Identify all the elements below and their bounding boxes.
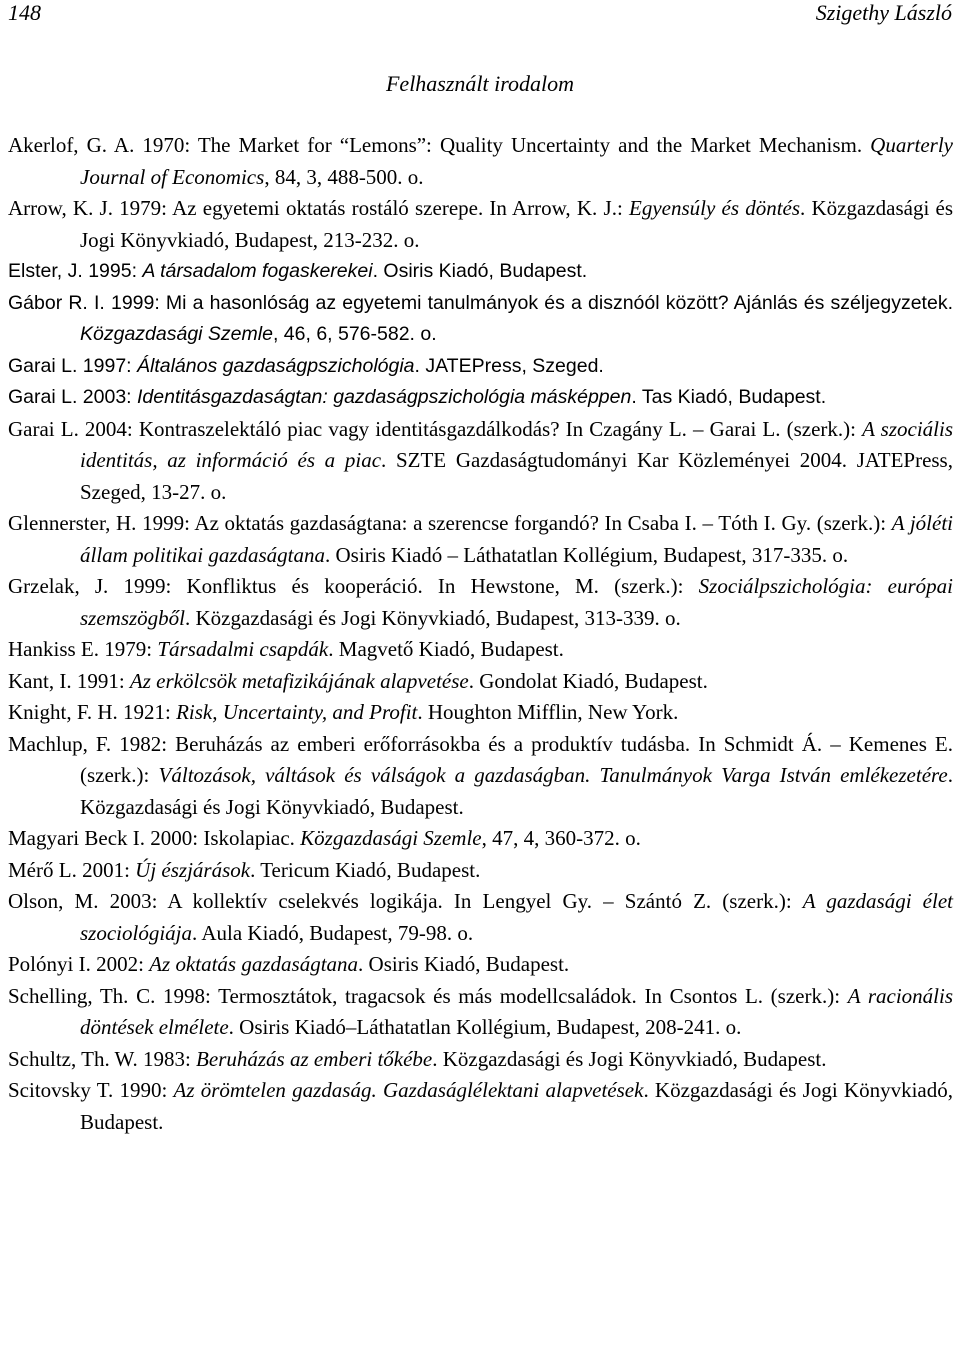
reference-text: Magyari Beck I. 2000: Iskolapiac. xyxy=(8,826,301,850)
reference-text: Olson, M. 2003: A kollektív cselekvés logikája. In Lengyel Gy. – Szántó Z. (szerk.): xyxy=(8,889,803,913)
reference-title: A jóléti állam politikai gazdaságtana xyxy=(80,511,954,567)
reference-text: . Magvető Kiadó, Budapest. xyxy=(328,637,564,661)
reference-title: Az örömtelen gazdaság. Gazdaságlélektani alapvetések xyxy=(173,1078,644,1102)
reference-entry xyxy=(8,288,953,351)
reference-title: Az oktatás gazdaságtana xyxy=(149,952,359,976)
reference-title: A szociális identitás, az információ és a piac xyxy=(80,416,953,472)
reference-text: Gábor R. I. 1999: Mi a hasonlóság az egyetemi tanulmányok és a disznóól között? Ajánlás és széljegyzetek. xyxy=(8,291,953,314)
reference-entry xyxy=(8,729,953,824)
reference-entry xyxy=(8,571,953,634)
reference-title: Az erkölcsök metafizikájának alapvetése xyxy=(129,668,469,693)
reference-text: , 84, 3, 488-500. o. xyxy=(264,164,424,189)
reference-text: . Tas Kiadó, Budapest. xyxy=(631,386,827,408)
reference-title: Új észjárások xyxy=(135,857,251,882)
section-title: Felhasznált irodalom xyxy=(385,71,575,96)
reference-list xyxy=(8,130,953,1138)
reference-entry xyxy=(8,1075,953,1138)
reference-entry xyxy=(8,130,953,193)
reference-text: Schultz, Th. W. 1983: xyxy=(8,1046,197,1071)
reference-text: Grzelak, J. 1999: Konfliktus és kooperáció. In Hewstone, M. (szerk.): xyxy=(8,574,699,598)
reference-title: Szociálpszichológia: európai szemszögből xyxy=(80,574,954,630)
reference-entry xyxy=(8,855,953,887)
reference-title: Közgazdasági Szemle xyxy=(300,826,482,850)
reference-text: . Osiris Kiadó, Budapest. xyxy=(372,260,588,282)
reference-text: Knight, F. H. 1921: xyxy=(8,700,177,724)
reference-text: Polónyi I. 2002: xyxy=(8,952,150,976)
reference-text: Kant, I. 1991: xyxy=(8,668,130,693)
reference-text: Mérő L. 2001: xyxy=(8,857,136,882)
reference-entry xyxy=(8,414,953,509)
reference-text: Glennerster, H. 1999: Az oktatás gazdaságtana: a szerencse forgandó? In Csaba I. – Tóth I. Gy. (szerk.): xyxy=(8,511,892,535)
reference-title: Változások, váltások és válságok a gazdaságban. Tanulmányok Varga István emlékezetére xyxy=(158,763,948,787)
reference-entry xyxy=(8,634,953,666)
reference-text: , 47, 4, 360-372. o. xyxy=(481,826,641,850)
reference-text: Garai L. 2004: Kontraszelektáló piac vagy identitásgazdálkodás? In Czagány L. – Garai L. (szerk.): xyxy=(8,416,863,441)
reference-text: Schelling, Th. C. 1998: Termosztátok, tragacsok és más modellcsaládok. In Csontos L. (szerk.): xyxy=(8,983,848,1008)
reference-text: Garai L. 1997: xyxy=(8,354,137,377)
reference-text: . Aula Kiadó, Budapest, 79-98. o. xyxy=(192,920,474,945)
reference-entry xyxy=(8,382,953,414)
reference-entry xyxy=(8,256,953,288)
reference-title: A gazdasági élet szociológiája xyxy=(80,889,953,945)
reference-text: . Osiris Kiadó, Budapest. xyxy=(358,952,570,976)
reference-text: . Közgazdasági és Jogi Könyvkiadó, Budapest, 313-339. o. xyxy=(185,605,681,630)
reference-text: . Osiris Kiadó – Láthatatlan Kollégium, Budapest, 317-335. o. xyxy=(325,542,849,567)
reference-entry xyxy=(8,697,953,729)
reference-text: , 46, 6, 576-582. o. xyxy=(272,323,437,345)
reference-text: . Közgazdasági és Jogi Könyvkiadó, Budapest, 213-232. o. xyxy=(80,196,953,252)
reference-entry xyxy=(8,949,953,981)
reference-text: Elster, J. 1995: xyxy=(8,260,143,282)
reference-text: . Közgazdasági és Jogi Könyvkiadó, Budapest. xyxy=(432,1046,827,1071)
reference-text: Garai L. 2003: xyxy=(8,386,137,408)
reference-text: . Közgazdasági és Jogi Könyvkiadó, Budapest. xyxy=(80,763,953,819)
reference-text: . JATEPress, Szeged. xyxy=(414,354,604,377)
reference-entry xyxy=(8,666,953,698)
reference-text: . Osiris Kiadó–Láthatatlan Kollégium, Budapest, 208-241. o. xyxy=(228,1015,742,1039)
page-header xyxy=(0,0,960,28)
reference-text: . Houghton Mifflin, New York. xyxy=(417,700,679,724)
reference-text: . Gondolat Kiadó, Budapest. xyxy=(468,668,708,693)
reference-entry xyxy=(8,508,953,571)
reference-text: . Tericum Kiadó, Budapest. xyxy=(250,857,481,882)
reference-title: A társadalom fogaskerekei xyxy=(142,260,373,282)
reference-title: A racionális döntések elmélete xyxy=(80,983,953,1039)
reference-text: Hankiss E. 1979: xyxy=(8,637,158,661)
reference-entry xyxy=(8,351,953,383)
page-number: 148 xyxy=(8,0,41,25)
reference-text: . Közgazdasági és Jogi Könyvkiadó, Budapest. xyxy=(80,1078,953,1134)
reference-entry xyxy=(8,1044,953,1076)
reference-title: Beruházás az emberi tőkébe xyxy=(196,1046,433,1071)
reference-text: Arrow, K. J. 1979: Az egyetemi oktatás rostáló szerepe. In Arrow, K. J.: xyxy=(8,196,629,220)
reference-entry xyxy=(8,193,953,256)
reference-entry xyxy=(8,981,953,1044)
reference-entry xyxy=(8,823,953,855)
reference-entry xyxy=(8,886,953,949)
reference-text: Machlup, F. 1982: Beruházás az emberi erőforrásokba és a produktív tudásba. In Schmidt Á. – Kemenes E. (szerk.): xyxy=(8,731,953,787)
reference-text: . SZTE Gazdaságtudományi Kar Közleményei 2004. JATEPress, Szeged, 13-27. o. xyxy=(80,448,953,504)
running-head-author: Szigethy László xyxy=(815,0,952,25)
reference-text: Akerlof, G. A. 1970: The Market for “Lemons”: Quality Uncertainty and the Market Mechanism. xyxy=(8,133,871,157)
reference-title: Risk, Uncertainty, and Profit xyxy=(176,700,418,724)
reference-text: Scitovsky T. 1990: xyxy=(8,1078,174,1102)
reference-title: Egyensúly és döntés xyxy=(629,196,801,220)
reference-title: Quarterly Journal of Economics xyxy=(80,133,953,189)
reference-title: Identitásgazdaságtan: gazdaságpszichológia másképpen xyxy=(137,386,632,408)
reference-title: Társadalmi csapdák xyxy=(157,637,329,661)
reference-title: Közgazdasági Szemle xyxy=(80,323,273,345)
reference-title: Általános gazdaságpszichológia xyxy=(137,354,415,377)
